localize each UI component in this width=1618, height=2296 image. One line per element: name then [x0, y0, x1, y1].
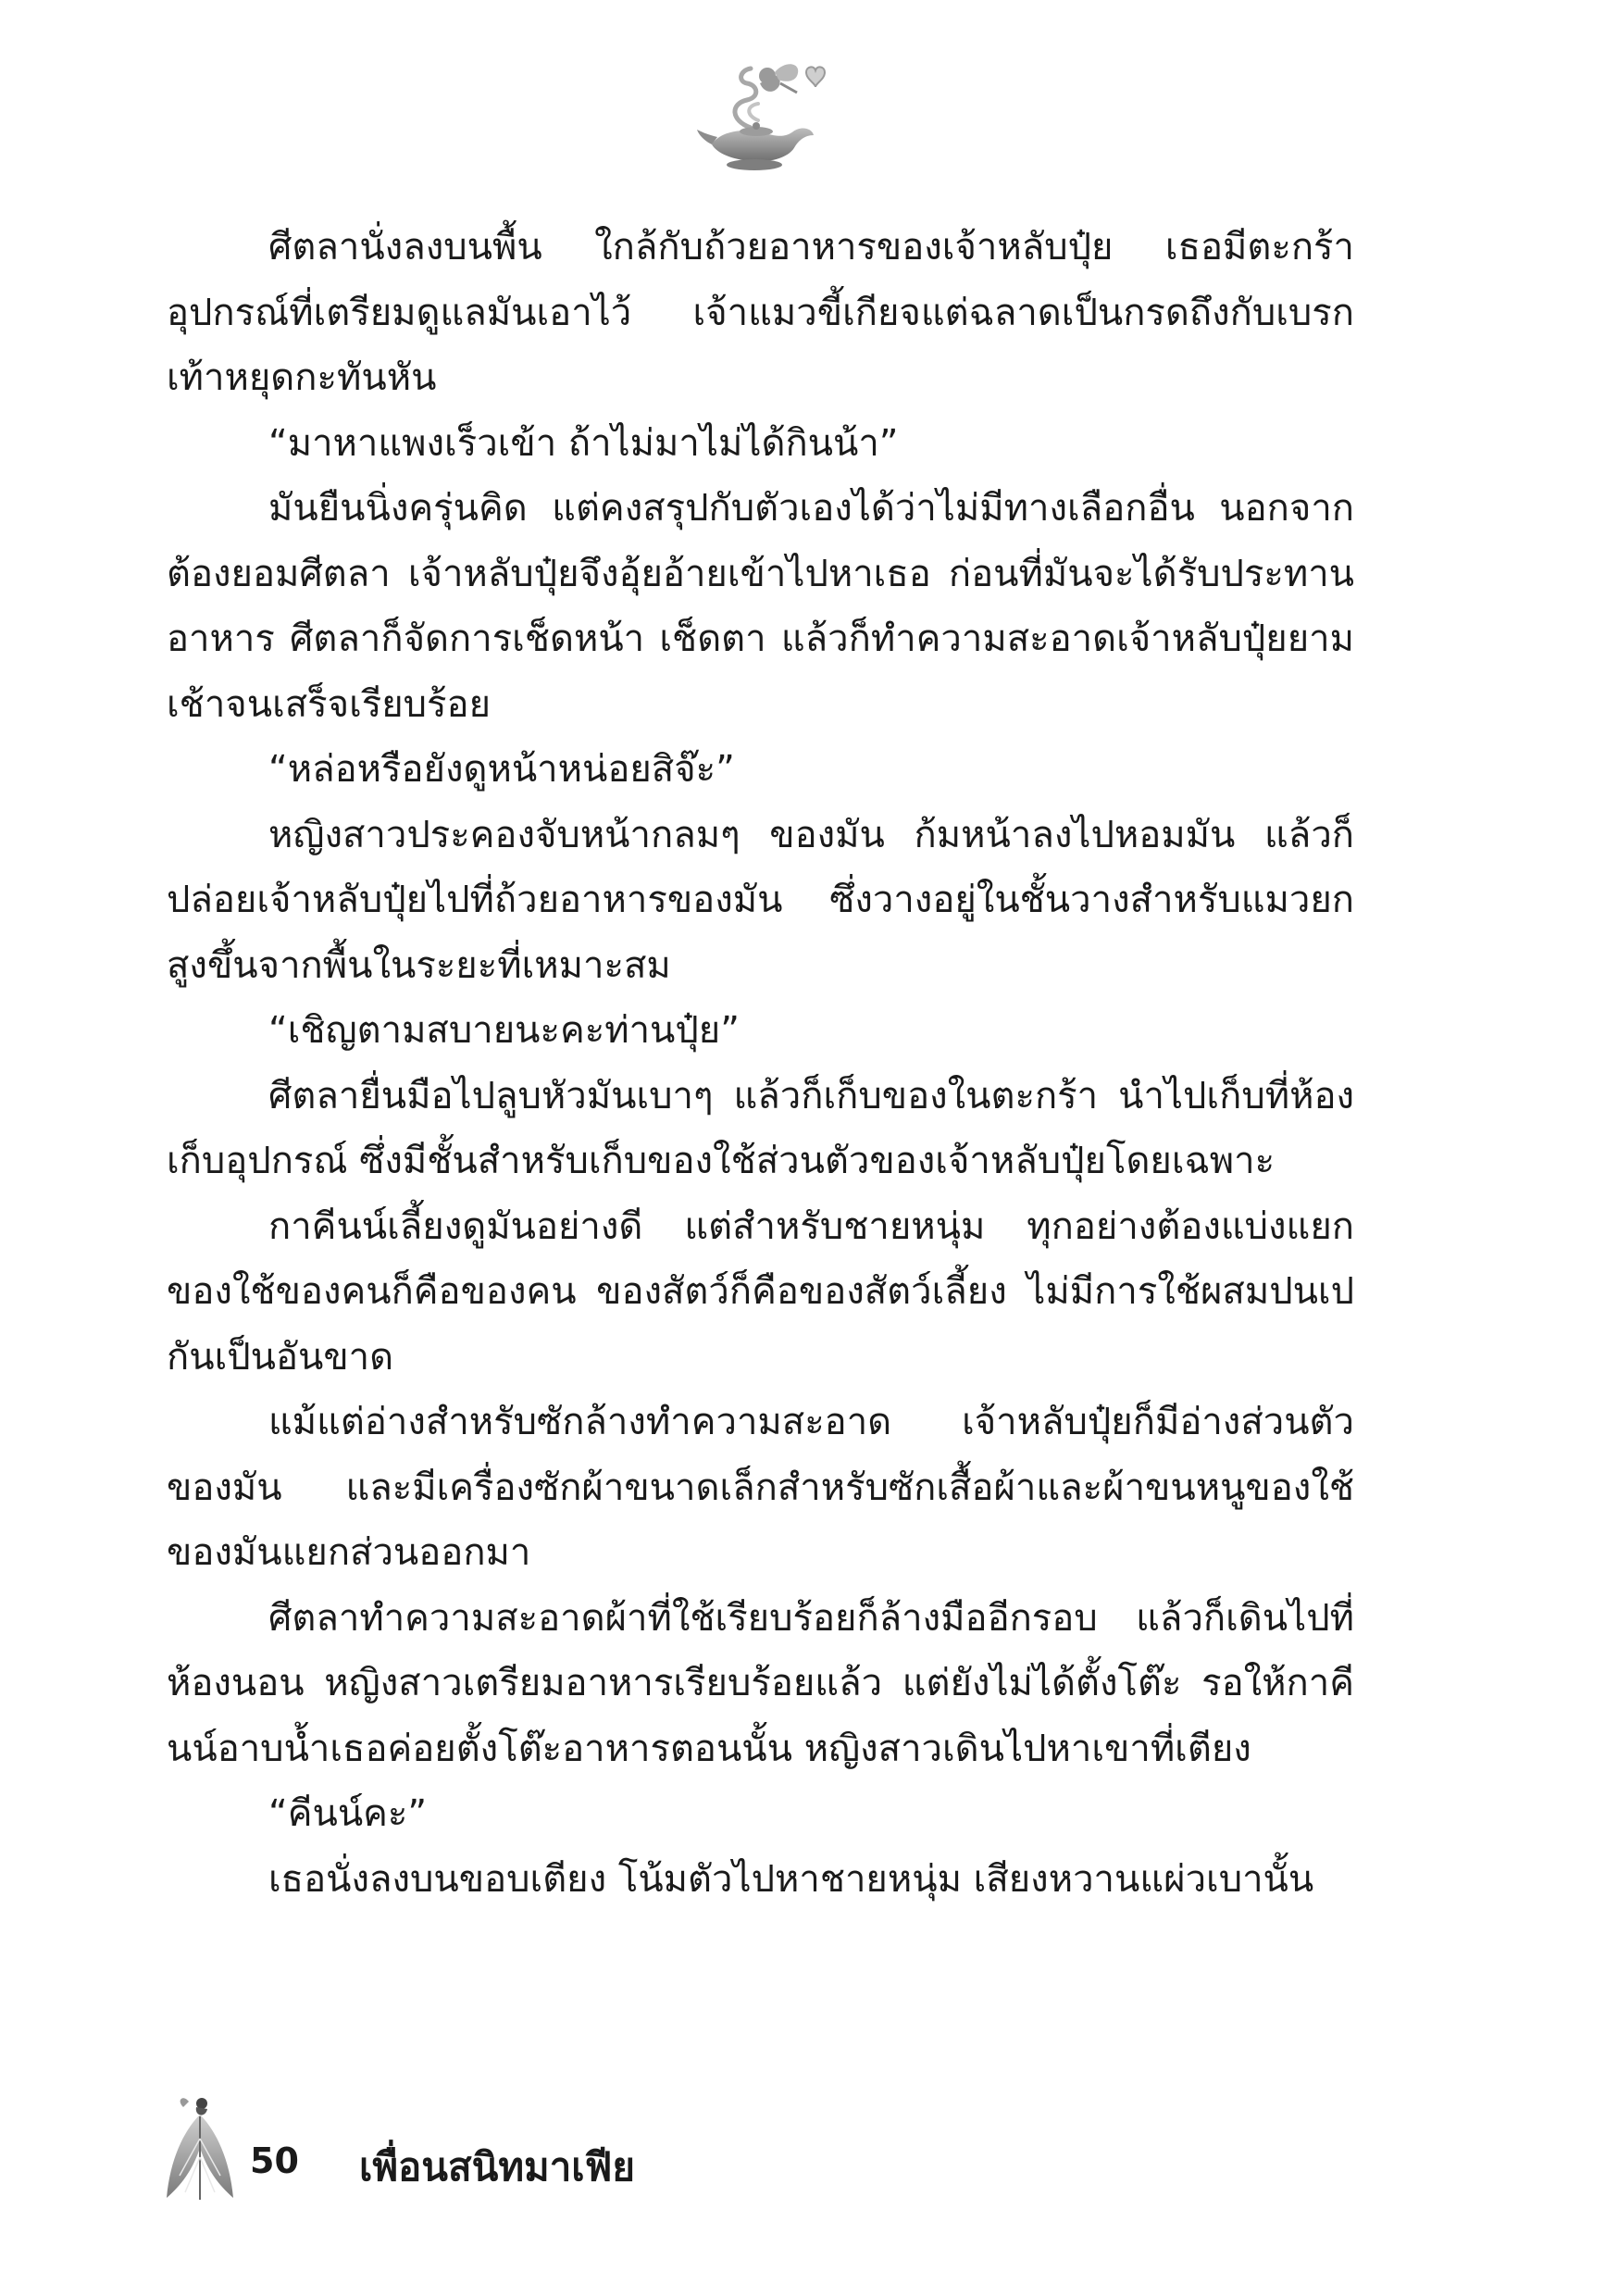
paragraph: “คีนน์คะ”	[268, 1792, 428, 1835]
paragraph: มันยืนนิ่งครุ่นคิด แต่คงสรุปกับตัวเองได้ว่าไม่มีทางเลือกอื่น นอกจากต้องยอมศีตลา เจ้าหลับปุ๋ยจึงอุ้ยอ้ายเข้าไปหาเธอ ก่อนที่มันจะได้รับประทานอาหาร ศีตลาก็จัดการเช็ดหน้า เช็ดตา แล้วก็ทำความสะอาดเจ้าหลับปุ๋ยยามเช้าจนเสร็จเรียบร้อย	[167, 487, 1354, 726]
paragraph: ศีตลายื่นมือไปลูบหัวมันเบาๆ แล้วก็เก็บของในตะกร้า นำไปเก็บที่ห้องเก็บอุปกรณ์ ซึ่งมีชั้นสำหรับเก็บของใช้ส่วนตัวของเจ้าหลับปุ๋ยโดยเฉพาะ	[167, 1074, 1354, 1182]
paragraph: “หล่อหรือยังดูหน้าหน่อยสิจ๊ะ”	[268, 748, 735, 791]
paragraph: เธอนั่งลงบนขอบเตียง โน้มตัวไปหาชายหนุ่ม เสียงหวานแผ่วเบานั้น	[268, 1857, 1314, 1901]
page-number: 50	[250, 2140, 299, 2181]
paragraph: แม้แต่อ่างสำหรับซักล้างทำความสะอาด เจ้าหลับปุ๋ยก็มีอ่างส่วนตัวของมัน และมีเครื่องซักผ้าขนาดเล็กสำหรับซักเสื้อผ้าและผ้าขนหนูของใช้ของมันแยกส่วนออกมา	[167, 1401, 1354, 1574]
paragraph: ศีตลานั่งลงบนพื้น ใกล้กับถ้วยอาหารของเจ้าหลับปุ๋ย เธอมีตะกร้าอุปกรณ์ที่เตรียมดูแลมันเอาไว้ เจ้าแมวขี้เกียจแต่ฉลาดเป็นกรดถึงกับเบรกเท้าหยุดกะทันหัน	[167, 226, 1354, 399]
page-footer	[157, 2092, 805, 2203]
book-title: เพื่อนสนิทมาเฟีย	[359, 2144, 635, 2190]
genie-lamp-cupid-icon	[693, 56, 832, 176]
chapter-body-text	[167, 215, 1354, 1912]
paragraph: “มาหาแพงเร็วเข้า ถ้าไม่มาไม่ได้กินน้า”	[268, 421, 899, 465]
paragraph: หญิงสาวประคองจับหน้ากลมๆ ของมัน ก้มหน้าลงไปหอมมัน แล้วก็ปล่อยเจ้าหลับปุ๋ยไปที่ถ้วยอาหารของมัน ซึ่งวางอยู่ในชั้นวางสำหรับแมวยกสูงขึ้นจากพื้นในระยะที่เหมาะสม	[167, 813, 1354, 987]
feather-fairy-icon	[157, 2092, 241, 2203]
paragraph: ศีตลาทำความสะอาดผ้าที่ใช้เรียบร้อยก็ล้างมืออีกรอบ แล้วก็เดินไปที่ห้องนอน หญิงสาวเตรียมอาหารเรียบร้อยแล้ว แต่ยังไม่ได้ตั้งโต๊ะ รอให้กาคีนน์อาบน้ำเธอค่อยตั้งโต๊ะอาหารตอนนั้น หญิงสาวเดินไปหาเขาที่เตียง	[167, 1596, 1354, 1770]
paragraph: กาคีนน์เลี้ยงดูมันอย่างดี แต่สำหรับชายหนุ่ม ทุกอย่างต้องแบ่งแยกของใช้ของคนก็คือของคน ของสัตว์ก็คือของสัตว์เลี้ยง ไม่มีการใช้ผสมปนเปกันเป็นอันขาด	[167, 1204, 1354, 1379]
paragraph: “เชิญตามสบายนะคะท่านปุ๋ย”	[268, 1009, 740, 1052]
